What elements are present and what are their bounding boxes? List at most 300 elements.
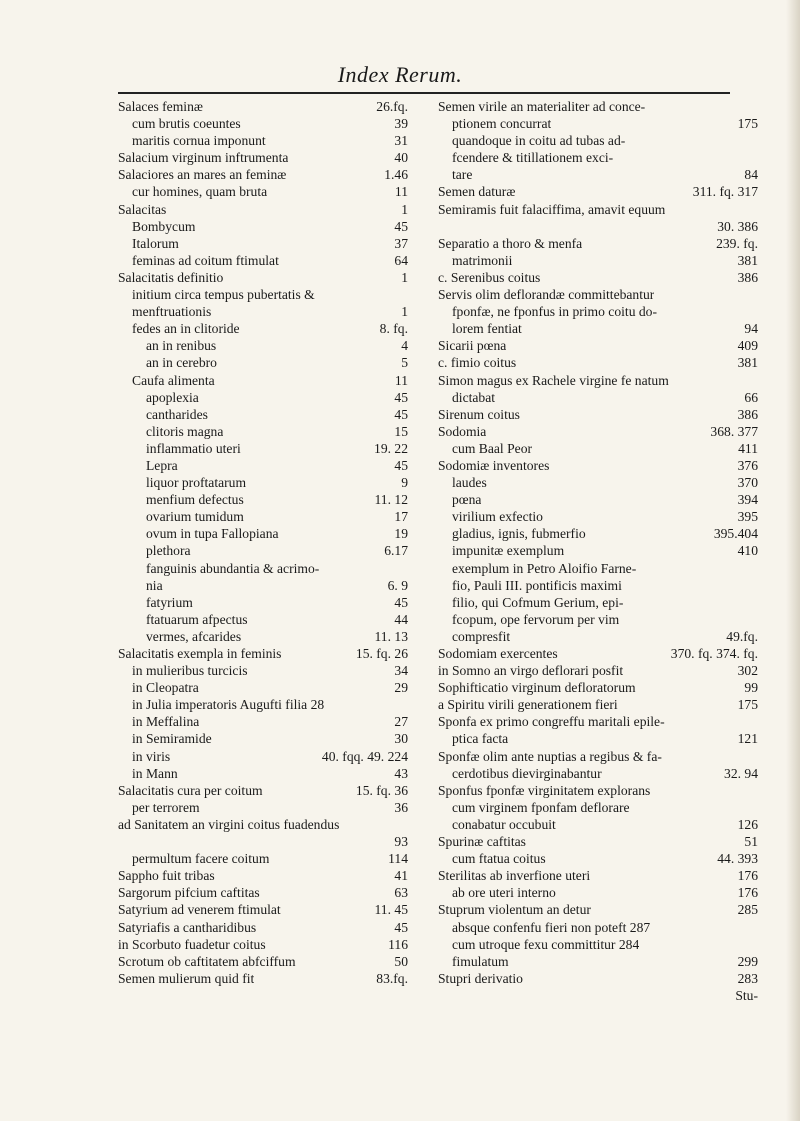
index-entry bbox=[438, 645, 758, 662]
entry-page-ref: 32. 94 bbox=[724, 765, 758, 781]
index-entry bbox=[118, 320, 408, 337]
index-entry bbox=[118, 389, 408, 406]
index-entry bbox=[438, 354, 758, 371]
entry-page-ref: 121 bbox=[737, 731, 758, 747]
entry-page-ref: 8. fq. bbox=[379, 321, 408, 337]
index-entry bbox=[438, 269, 758, 286]
entry-term: Semiramis fuit falaciffima, amavit equum bbox=[438, 201, 666, 217]
entry-term: lorem fentiat bbox=[452, 321, 522, 337]
index-entry bbox=[118, 201, 408, 218]
entry-term: Sponfus fponfæ virginitatem explorans bbox=[438, 782, 651, 798]
entry-term: per terrorem bbox=[132, 799, 200, 815]
index-entry bbox=[118, 936, 408, 953]
entry-page-ref: 34 bbox=[394, 663, 408, 679]
index-entry bbox=[118, 474, 408, 491]
entry-term: ab ore uteri interno bbox=[452, 885, 556, 901]
index-entry bbox=[118, 286, 408, 303]
entry-page-ref: 49.fq. bbox=[726, 628, 758, 644]
entry-term: Salacitatis cura per coitum bbox=[118, 782, 263, 798]
entry-term: initium circa tempus pubertatis & bbox=[132, 287, 315, 303]
entry-term: fcopum, ope fervorum per vim bbox=[452, 611, 620, 627]
entry-page-ref: 27 bbox=[394, 714, 408, 730]
entry-term: conabatur occubuit bbox=[452, 816, 556, 832]
entry-term: in viris bbox=[132, 748, 171, 764]
entry-page-ref: 84 bbox=[744, 167, 758, 183]
entry-term: Semen daturæ bbox=[438, 184, 516, 200]
index-entry bbox=[118, 850, 408, 867]
entry-term: plethora bbox=[146, 543, 191, 559]
index-entry bbox=[118, 696, 408, 713]
entry-term: Scrotum ob caftitatem abfciffum bbox=[118, 953, 296, 969]
entry-page-ref: 239. fq. bbox=[716, 235, 758, 251]
entry-term: Stupri derivatio bbox=[438, 970, 523, 986]
entry-page-ref: 394 bbox=[737, 492, 758, 508]
index-entry bbox=[438, 850, 758, 867]
entry-term: nia bbox=[146, 577, 163, 593]
entry-page-ref: 40 bbox=[394, 150, 408, 166]
index-entry bbox=[118, 183, 408, 200]
entry-term: Salacitatis definitio bbox=[118, 269, 224, 285]
index-entry bbox=[438, 337, 758, 354]
entry-page-ref: 45 bbox=[394, 389, 408, 405]
entry-page-ref: 386 bbox=[737, 269, 758, 285]
index-entry bbox=[438, 98, 758, 115]
entry-page-ref: 64 bbox=[394, 252, 408, 268]
entry-term: menfium defectus bbox=[146, 492, 244, 508]
entry-page-ref: 30 bbox=[394, 731, 408, 747]
entry-page-ref: 302 bbox=[737, 663, 758, 679]
entry-page-ref: 299 bbox=[737, 953, 758, 969]
entry-term: ad Sanitatem an virgini coitus fuadendus bbox=[118, 816, 340, 832]
index-entry bbox=[118, 115, 408, 132]
entry-term: cum ftatua coitus bbox=[452, 851, 546, 867]
entry-page-ref: 83.fq. bbox=[376, 970, 408, 986]
entry-page-ref: 9 bbox=[401, 475, 408, 491]
index-entry bbox=[438, 577, 758, 594]
entry-term: Sodomiam exercentes bbox=[438, 646, 558, 661]
index-entry bbox=[438, 696, 758, 713]
entry-page-ref: 44. 393 bbox=[717, 851, 758, 867]
entry-term: matrimonii bbox=[452, 252, 513, 268]
index-entry bbox=[438, 679, 758, 696]
index-entry bbox=[118, 235, 408, 252]
entry-page-ref: 4 bbox=[401, 338, 408, 354]
index-entry bbox=[118, 611, 408, 628]
entry-term: Semen mulierum quid fit bbox=[118, 970, 255, 986]
index-entry bbox=[118, 440, 408, 457]
entry-page-ref: 1.46 bbox=[384, 167, 408, 183]
index-entry bbox=[438, 884, 758, 901]
entry-term: Caufa alimenta bbox=[132, 372, 215, 388]
entry-term: cerdotibus dievirginabantur bbox=[452, 765, 602, 781]
entry-term: Salacitas bbox=[118, 201, 167, 217]
entry-page-ref bbox=[752, 594, 758, 611]
entry-page-ref: 15. fq. 36 bbox=[355, 782, 408, 798]
entry-page-ref: 41 bbox=[394, 868, 408, 884]
entry-term: an in renibus bbox=[146, 338, 217, 354]
entry-page-ref: 175 bbox=[737, 116, 758, 132]
entry-page-ref: 66 bbox=[744, 389, 758, 405]
index-entry bbox=[118, 867, 408, 884]
entry-term: Sodomia bbox=[438, 423, 487, 439]
entry-term: in Meffalina bbox=[132, 714, 200, 730]
index-entry bbox=[438, 748, 758, 765]
entry-page-ref bbox=[752, 98, 758, 115]
entry-term: virilium exfectio bbox=[452, 509, 543, 525]
entry-term: in Semiramide bbox=[132, 731, 212, 747]
entry-page-ref: 409 bbox=[737, 338, 758, 354]
entry-term: fanguinis abundantia & acrimo- bbox=[146, 560, 320, 576]
entry-page-ref: 30. 386 bbox=[717, 218, 758, 234]
entry-page-ref: 368. 377 bbox=[710, 423, 758, 439]
entry-term: inflammatio uteri bbox=[146, 440, 241, 456]
entry-term: ovum in tupa Fallopiana bbox=[146, 526, 279, 542]
entry-page-ref bbox=[752, 919, 758, 936]
entry-page-ref bbox=[752, 560, 758, 577]
entry-page-ref bbox=[752, 799, 758, 816]
entry-term: Sirenum coitus bbox=[438, 406, 520, 422]
entry-page-ref bbox=[752, 286, 758, 303]
entry-page-ref bbox=[752, 303, 758, 320]
index-entry bbox=[118, 730, 408, 747]
entry-term: feminas ad coitum ftimulat bbox=[132, 252, 279, 268]
entry-page-ref: 11 bbox=[394, 184, 408, 200]
entry-page-ref: 45 bbox=[394, 457, 408, 473]
index-entry bbox=[118, 337, 408, 354]
entry-term: in mulieribus turcicis bbox=[132, 663, 248, 679]
index-entry bbox=[118, 970, 408, 987]
index-entry bbox=[438, 799, 758, 816]
entry-page-ref: 376 bbox=[737, 457, 758, 473]
index-entry bbox=[438, 115, 758, 132]
index-entry bbox=[118, 354, 408, 371]
index-entry bbox=[438, 782, 758, 799]
entry-term: Separatio a thoro & menfa bbox=[438, 235, 583, 251]
entry-page-ref bbox=[402, 816, 408, 833]
entry-term: Salaciores an mares an feminæ bbox=[118, 167, 287, 183]
index-entry bbox=[438, 662, 758, 679]
index-entry bbox=[438, 149, 758, 166]
entry-term: fedes an in clitoride bbox=[132, 321, 240, 337]
entry-term: Bombycum bbox=[132, 218, 196, 234]
index-entry bbox=[118, 645, 408, 662]
index-entry bbox=[118, 679, 408, 696]
entry-page-ref: 19 bbox=[394, 526, 408, 542]
entry-page-ref: 17 bbox=[394, 509, 408, 525]
index-entry bbox=[438, 867, 758, 884]
index-entry bbox=[118, 406, 408, 423]
entry-page-ref bbox=[752, 149, 758, 166]
entry-term: Satyrium ad venerem ftimulat bbox=[118, 902, 281, 918]
entry-term: maritis cornua imponunt bbox=[132, 133, 266, 149]
index-entry bbox=[438, 372, 758, 389]
entry-term: gladius, ignis, fubmerfio bbox=[452, 526, 586, 542]
index-entry bbox=[438, 970, 758, 987]
index-entry bbox=[118, 713, 408, 730]
entry-page-ref: 26.fq. bbox=[376, 99, 408, 114]
index-entry bbox=[438, 628, 758, 645]
index-entry bbox=[118, 542, 408, 559]
index-entry bbox=[438, 816, 758, 833]
entry-term: Servis olim deflorandæ committebantur bbox=[438, 287, 655, 303]
entry-term: in Somno an virgo deflorari posfit bbox=[438, 663, 624, 679]
index-entry bbox=[118, 628, 408, 645]
entry-page-ref: 370 bbox=[737, 475, 758, 491]
index-entry bbox=[118, 457, 408, 474]
index-entry bbox=[438, 423, 758, 440]
entry-page-ref: 311. fq. 317 bbox=[692, 184, 758, 200]
entry-term: permultum facere coitum bbox=[132, 851, 270, 867]
entry-term: Sargorum pifcium caftitas bbox=[118, 885, 260, 901]
index-entry bbox=[438, 183, 758, 200]
entry-page-ref: 36 bbox=[394, 799, 408, 815]
index-entry bbox=[118, 953, 408, 970]
index-entry bbox=[118, 252, 408, 269]
index-entry bbox=[438, 286, 758, 303]
entry-page-ref: 19. 22 bbox=[374, 440, 408, 456]
entry-page-ref: 40. fqq. 49. 224 bbox=[321, 748, 408, 764]
entry-page-ref: 395 bbox=[737, 509, 758, 525]
index-entry bbox=[438, 594, 758, 611]
entry-page-ref bbox=[752, 201, 758, 218]
entry-page-ref: 410 bbox=[737, 543, 758, 559]
index-entry bbox=[438, 919, 758, 936]
index-entry bbox=[438, 611, 758, 628]
entry-term: fcendere & titillationem exci- bbox=[452, 150, 614, 166]
index-entry bbox=[118, 98, 408, 115]
entry-term: exemplum in Petro Aloifio Farne- bbox=[452, 560, 637, 576]
index-entry bbox=[438, 166, 758, 183]
index-column-right bbox=[438, 98, 758, 1004]
entry-term: cur homines, quam bruta bbox=[132, 184, 268, 200]
index-entry bbox=[118, 269, 408, 286]
index-entry bbox=[438, 730, 758, 747]
entry-term: menftruationis bbox=[132, 304, 212, 320]
entry-page-ref: 6.17 bbox=[384, 543, 408, 559]
entry-term: quandoque in coitu ad tubas ad- bbox=[452, 133, 626, 149]
entry-page-ref bbox=[752, 936, 758, 953]
entry-term: Sodomiæ inventores bbox=[438, 457, 550, 473]
entry-term: ptica facta bbox=[452, 731, 509, 747]
index-entry bbox=[118, 919, 408, 936]
entry-term: cum utroque fexu committitur 284 bbox=[452, 936, 640, 952]
index-entry bbox=[438, 218, 758, 235]
entry-term: Sappho fuit tribas bbox=[118, 868, 215, 884]
entry-page-ref: Stu- bbox=[735, 987, 758, 1003]
index-entry bbox=[438, 542, 758, 559]
entry-page-ref: 1 bbox=[401, 201, 408, 217]
index-entry bbox=[118, 132, 408, 149]
entry-page-ref: 11. 13 bbox=[374, 628, 408, 644]
entry-term: Sophifticatio virginum defloratorum bbox=[438, 680, 636, 696]
entry-page-ref bbox=[752, 577, 758, 594]
entry-page-ref bbox=[402, 696, 408, 713]
index-entry bbox=[438, 440, 758, 457]
index-entry bbox=[118, 884, 408, 901]
entry-term: ovarium tumidum bbox=[146, 509, 244, 525]
entry-page-ref: 411 bbox=[738, 440, 758, 456]
entry-page-ref: 39 bbox=[394, 116, 408, 132]
index-entry bbox=[118, 594, 408, 611]
entry-term: Spurinæ caftitas bbox=[438, 834, 526, 850]
entry-page-ref: 6. 9 bbox=[387, 577, 408, 593]
entry-term: dictabat bbox=[452, 389, 496, 405]
entry-page-ref: 175 bbox=[737, 697, 758, 713]
entry-page-ref: 370. fq. 374. fq. bbox=[670, 646, 758, 661]
entry-page-ref: 31 bbox=[394, 133, 408, 149]
index-entry bbox=[438, 457, 758, 474]
entry-page-ref: 44 bbox=[394, 611, 408, 627]
entry-term: fponfæ, ne fponfus in primo coitu do- bbox=[452, 304, 658, 320]
index-entry bbox=[438, 508, 758, 525]
entry-page-ref: 99 bbox=[744, 680, 758, 696]
entry-term: Sponfa ex primo congreffu maritali epile- bbox=[438, 714, 665, 730]
entry-term: in Julia imperatoris Augufti filia 28 bbox=[132, 697, 325, 713]
index-entry bbox=[438, 201, 758, 218]
index-entry bbox=[118, 816, 408, 833]
entry-term: Sicarii pœna bbox=[438, 338, 507, 354]
entry-term: Salacitatis exempla in feminis bbox=[118, 646, 282, 661]
index-entry bbox=[438, 713, 758, 730]
entry-term: cantharides bbox=[146, 406, 208, 422]
index-entry bbox=[118, 423, 408, 440]
index-entry bbox=[438, 389, 758, 406]
entry-term: c. fimio coitus bbox=[438, 355, 517, 371]
entry-term: filio, qui Cofmum Gerium, epi- bbox=[452, 594, 624, 610]
entry-page-ref bbox=[402, 286, 408, 303]
entry-term: in Scorbuto fuadetur coitus bbox=[118, 936, 266, 952]
index-entry bbox=[118, 577, 408, 594]
entry-page-ref: 63 bbox=[394, 885, 408, 901]
entry-term: fimulatum bbox=[452, 953, 509, 969]
index-entry bbox=[118, 560, 408, 577]
entry-term: laudes bbox=[452, 475, 487, 491]
entry-term: liquor proftatarum bbox=[146, 475, 247, 491]
entry-page-ref: 381 bbox=[737, 252, 758, 268]
entry-page-ref: 93 bbox=[394, 834, 408, 850]
index-entry bbox=[118, 901, 408, 918]
entry-page-ref bbox=[752, 372, 758, 389]
index-entry bbox=[438, 901, 758, 918]
entry-page-ref: 15 bbox=[394, 423, 408, 439]
entry-page-ref bbox=[752, 713, 758, 730]
entry-page-ref: 43 bbox=[394, 765, 408, 781]
entry-term: Salacium virginum inftrumenta bbox=[118, 150, 289, 166]
entry-page-ref bbox=[402, 560, 408, 577]
entry-page-ref: 116 bbox=[388, 936, 408, 952]
entry-page-ref: 386 bbox=[737, 406, 758, 422]
index-entry bbox=[118, 662, 408, 679]
entry-term: in Mann bbox=[132, 765, 178, 781]
entry-term: Sterilitas ab inverfione uteri bbox=[438, 868, 591, 884]
entry-page-ref: 11. 12 bbox=[374, 492, 408, 508]
entry-term: cum brutis coeuntes bbox=[132, 116, 241, 132]
entry-term: Lepra bbox=[146, 457, 178, 473]
entry-page-ref: 45 bbox=[394, 594, 408, 610]
entry-term: Satyriafis a cantharidibus bbox=[118, 919, 257, 935]
entry-term: c. Serenibus coitus bbox=[438, 269, 541, 285]
entry-term: absque confenfu fieri non poteft 287 bbox=[452, 919, 651, 935]
entry-page-ref bbox=[752, 132, 758, 149]
entry-term: an in cerebro bbox=[146, 355, 217, 371]
entry-page-ref: 5 bbox=[401, 355, 408, 371]
index-entry bbox=[438, 303, 758, 320]
index-entry bbox=[438, 953, 758, 970]
entry-page-ref: 1 bbox=[401, 269, 408, 285]
index-entry bbox=[438, 833, 758, 850]
index-entry bbox=[438, 235, 758, 252]
entry-page-ref: 15. fq. 26 bbox=[355, 646, 408, 661]
index-entry bbox=[438, 936, 758, 953]
entry-term: ftatuarum afpectus bbox=[146, 611, 248, 627]
entry-page-ref: 45 bbox=[394, 919, 408, 935]
index-entry bbox=[438, 252, 758, 269]
index-entry bbox=[438, 491, 758, 508]
title-rule bbox=[118, 92, 730, 94]
entry-term: impunitæ exemplum bbox=[452, 543, 565, 559]
entry-page-ref: 176 bbox=[737, 868, 758, 884]
index-entry bbox=[438, 406, 758, 423]
index-column-left bbox=[118, 98, 408, 987]
entry-term: vermes, afcarides bbox=[146, 628, 242, 644]
index-entry bbox=[118, 782, 408, 799]
entry-term: Sponfæ olim ante nuptias a regibus & fa- bbox=[438, 748, 662, 764]
index-entry bbox=[118, 303, 408, 320]
index-entry bbox=[438, 132, 758, 149]
index-entry bbox=[438, 320, 758, 337]
index-entry bbox=[118, 149, 408, 166]
entry-page-ref: 94 bbox=[744, 321, 758, 337]
index-entry bbox=[118, 508, 408, 525]
entry-term: clitoris magna bbox=[146, 423, 224, 439]
entry-term: tare bbox=[452, 167, 473, 183]
entry-page-ref: 51 bbox=[744, 834, 758, 850]
entry-page-ref bbox=[752, 748, 758, 765]
entry-term: a Spiritu virili generationem fieri bbox=[438, 697, 618, 713]
index-entry bbox=[118, 833, 408, 850]
index-entry bbox=[118, 525, 408, 542]
index-entry bbox=[118, 218, 408, 235]
entry-page-ref: 381 bbox=[737, 355, 758, 371]
entry-page-ref: 285 bbox=[737, 902, 758, 918]
entry-term: in Cleopatra bbox=[132, 680, 199, 696]
index-entry bbox=[118, 765, 408, 782]
index-entry bbox=[118, 748, 408, 765]
index-entry bbox=[438, 560, 758, 577]
entry-page-ref: 50 bbox=[394, 953, 408, 969]
index-entry bbox=[118, 372, 408, 389]
entry-page-ref: 37 bbox=[394, 235, 408, 251]
entry-term: compresfit bbox=[452, 628, 511, 644]
entry-term: Stuprum violentum an detur bbox=[438, 902, 591, 918]
entry-term: pœna bbox=[452, 492, 482, 508]
entry-term: apoplexia bbox=[146, 389, 199, 405]
index-entry bbox=[438, 987, 758, 1004]
entry-term: cum Baal Peor bbox=[452, 440, 533, 456]
entry-term: Semen virile an materialiter ad conce- bbox=[438, 99, 646, 114]
entry-page-ref: 114 bbox=[388, 851, 408, 867]
entry-term: Italorum bbox=[132, 235, 179, 251]
entry-term: fatyrium bbox=[146, 594, 193, 610]
entry-term: fio, Pauli III. pontificis maximi bbox=[452, 577, 622, 593]
entry-page-ref: 395.404 bbox=[713, 526, 758, 542]
index-entry bbox=[438, 474, 758, 491]
index-entry bbox=[118, 491, 408, 508]
entry-page-ref: 29 bbox=[394, 680, 408, 696]
entry-page-ref: 283 bbox=[737, 970, 758, 986]
index-entry bbox=[118, 799, 408, 816]
entry-page-ref: 45 bbox=[394, 218, 408, 234]
